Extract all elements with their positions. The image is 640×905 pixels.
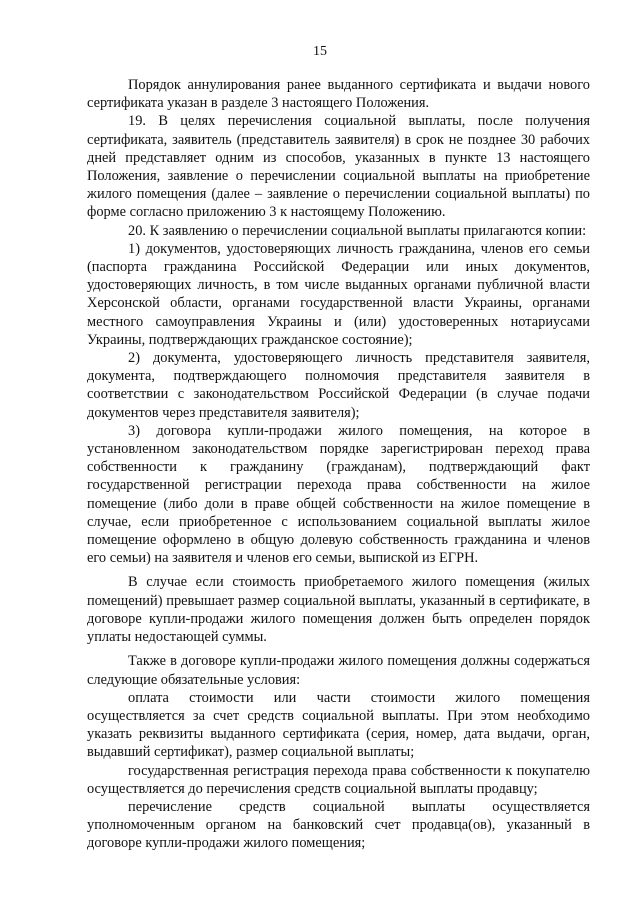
paragraph-item-1: 1) документов, удостоверяющих личность гражданина, членов его семьи (паспорта гражданина Российской Федерации или иных документов, удостоверяющих личность, в том числе выданных органами публичной власти Херсонской области, органами государственной власти Украины, органами местного самоуправления Украины и (или) удостоверенных нотариусами Украины, подтверждающих гражданское состояние);	[87, 240, 590, 348]
paragraph-item-2: 2) документа, удостоверяющего личность представителя заявителя, документа, подтверждающего полномочия представителя заявителя в соответствии с законодательством Российской Федерации (в случае подачи документов через представителя заявителя);	[87, 350, 590, 421]
paragraph-item-3: 3) договора купли-продажи жилого помещения, на которое в установленном законодательством порядке зарегистрирован переход права собственности к гражданину (гражданам), подтверждающий факт государственной регистрации перехода права собственности на жилое помещение (либо доли в праве общей собственности на жилое помещение в случае, если приобретенное с использованием социальной выплаты жилое помещение оформлено в общую долевую собственность гражданина и членов его семьи) на заявителя и членов его семьи, выпиской из ЕГРН.	[87, 422, 590, 567]
paragraph-certificate-annulment: Порядок аннулирования ранее выданного сертификата и выдачи нового сертификата указан в разделе 3 настоящего Положения.	[87, 77, 590, 112]
paragraph-condition-transfer: перечисление средств социальной выплаты осуществляется уполномоченным органом на банковский счет продавца(ов), указанный в договоре купли-продажи жилого помещения;	[87, 798, 590, 852]
paragraph-condition-payment: оплата стоимости или части стоимости жилого помещения осуществляется за счет средств социальной выплаты. При этом необходимо указать реквизиты выданного сертификата (серия, номер, дата выдачи, орган, выдавший сертификат), размер социальной выплаты;	[87, 689, 590, 761]
paragraph-clause-19: 19. В целях перечисления социальной выплаты, после получения сертификата, заявитель (представитель заявителя) в срок не позднее 30 рабочих дней представляет одним из способов, указанных в пункте 13 настоящего Положения, заявление о перечислении социальной выплаты на приобретение жилого помещения (далее – заявление о перечислении социальной выплаты) по форме согласно приложению 3 к настоящему Положению.	[87, 113, 590, 221]
paragraph-price-excess: В случае если стоимость приобретаемого жилого помещения (жилых помещений) превышает размер социальной выплаты, указанный в сертификате, в договоре купли-продажи жилого помещения должен быть определен порядок уплаты недостающей суммы.	[87, 574, 590, 646]
page-body	[87, 76, 590, 853]
paragraph-condition-registration: государственная регистрация перехода права собственности к покупателю осуществляется до перечисления средств социальной выплаты продавцу;	[87, 762, 590, 797]
paragraph-clause-20: 20. К заявлению о перечислении социальной выплаты прилагаются копии:	[128, 222, 587, 239]
paragraph-mandatory-conditions: Также в договоре купли-продажи жилого помещения должны содержаться следующие обязательные условия:	[87, 653, 590, 688]
page-number: 15	[313, 44, 327, 59]
